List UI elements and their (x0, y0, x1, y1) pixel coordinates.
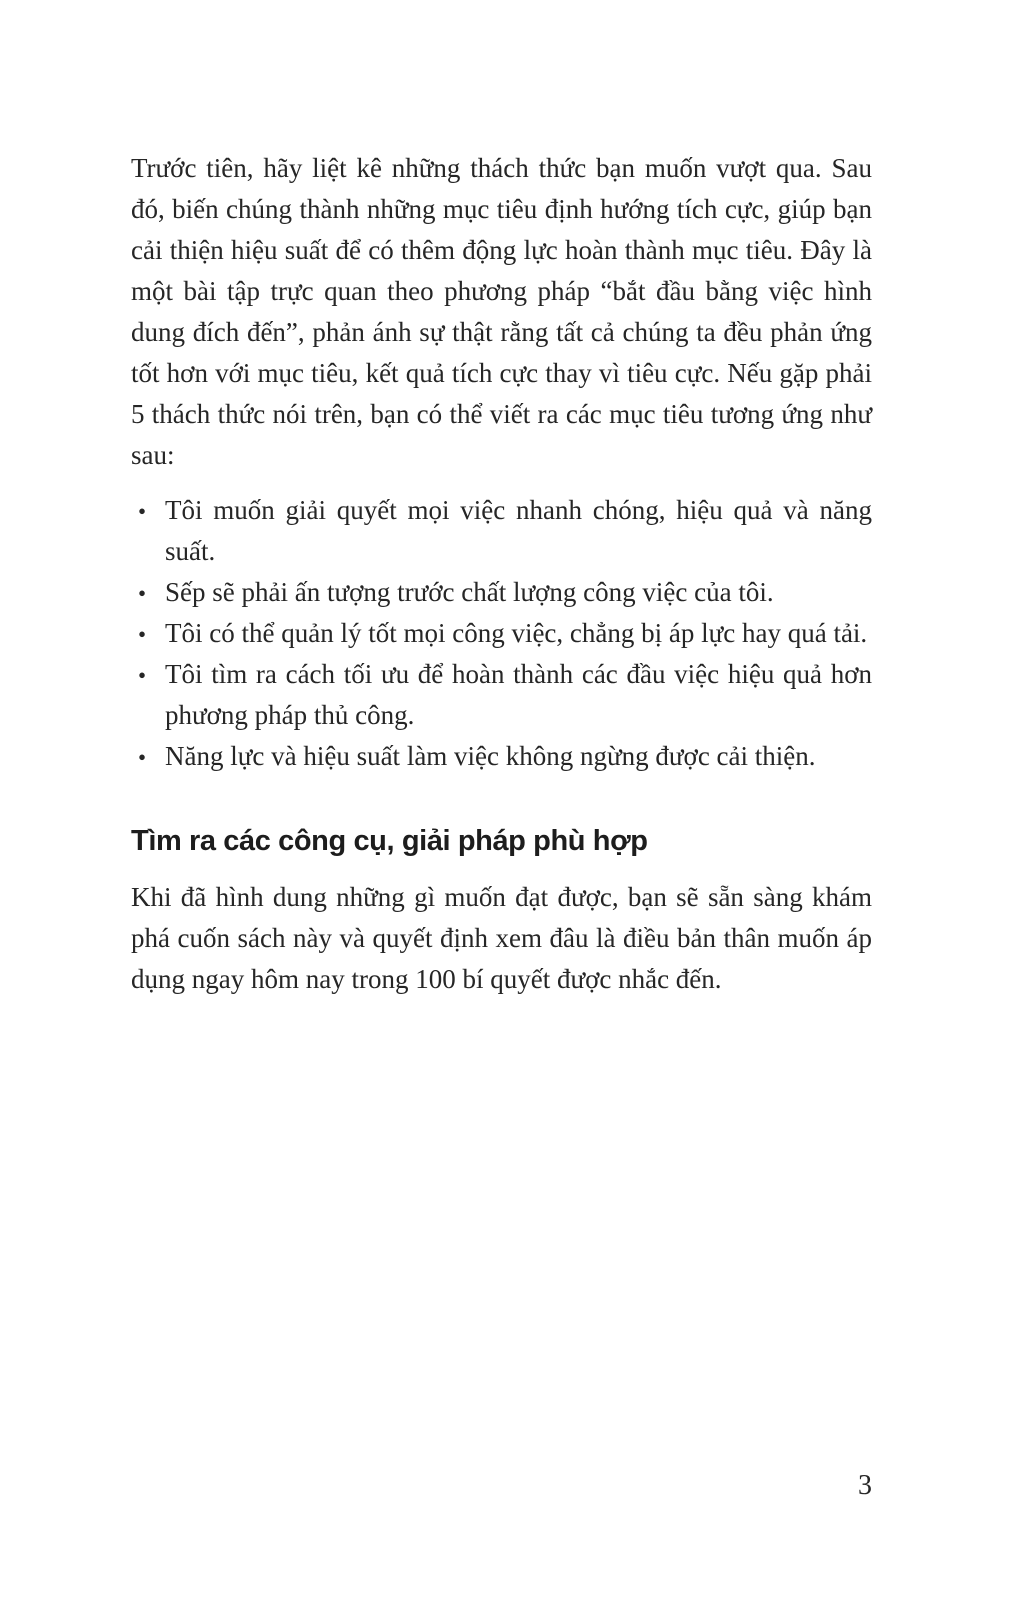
list-item-text: Tôi tìm ra cách tối ưu để hoàn thành các đầu việc hiệu quả hơn phương pháp thủ công. (165, 659, 872, 730)
list-item (131, 613, 872, 654)
page-text-block (131, 148, 872, 1000)
bullet-icon: • (138, 663, 147, 688)
bullet-icon: • (138, 622, 147, 647)
list-item (131, 572, 872, 613)
bullet-icon: • (138, 581, 147, 606)
list-item (131, 490, 872, 572)
goals-bullet-list (131, 490, 872, 777)
bullet-icon: • (138, 745, 147, 770)
section-heading: Tìm ra các công cụ, giải pháp phù hợp (131, 825, 648, 857)
list-item-text: Tôi muốn giải quyết mọi việc nhanh chóng, hiệu quả và năng suất. (165, 495, 872, 566)
list-item (131, 654, 872, 736)
list-item-text: Năng lực và hiệu suất làm việc không ngừng được cải thiện. (165, 741, 816, 771)
intro-paragraph: Trước tiên, hãy liệt kê những thách thức bạn muốn vượt qua. Sau đó, biến chúng thành những mục tiêu định hướng tích cực, giúp bạn cải thiện hiệu suất để có thêm động lực hoàn thành mục tiêu. Đây là một bài tập trực quan theo phương pháp “bắt đầu bằng việc hình dung đích đến”, phản ánh sự thật rằng tất cả chúng ta đều phản ứng tốt hơn với mục tiêu, kết quả tích cực thay vì tiêu cực. Nếu gặp phải 5 thách thức nói trên, bạn có thể viết ra các mục tiêu tương ứng như sau: (131, 153, 872, 470)
list-item (131, 736, 872, 777)
bullet-icon: • (138, 499, 147, 524)
list-item-text: Sếp sẽ phải ấn tượng trước chất lượng công việc của tôi. (165, 577, 774, 607)
page-number: 3 (858, 1470, 872, 1501)
closing-paragraph: Khi đã hình dung những gì muốn đạt được, bạn sẽ sẵn sàng khám phá cuốn sách này và quyết định xem đâu là điều bản thân muốn áp dụng ngay hôm nay trong 100 bí quyết được nhắc đến. (131, 882, 872, 994)
list-item-text: Tôi có thể quản lý tốt mọi công việc, chẳng bị áp lực hay quá tải. (165, 618, 868, 648)
